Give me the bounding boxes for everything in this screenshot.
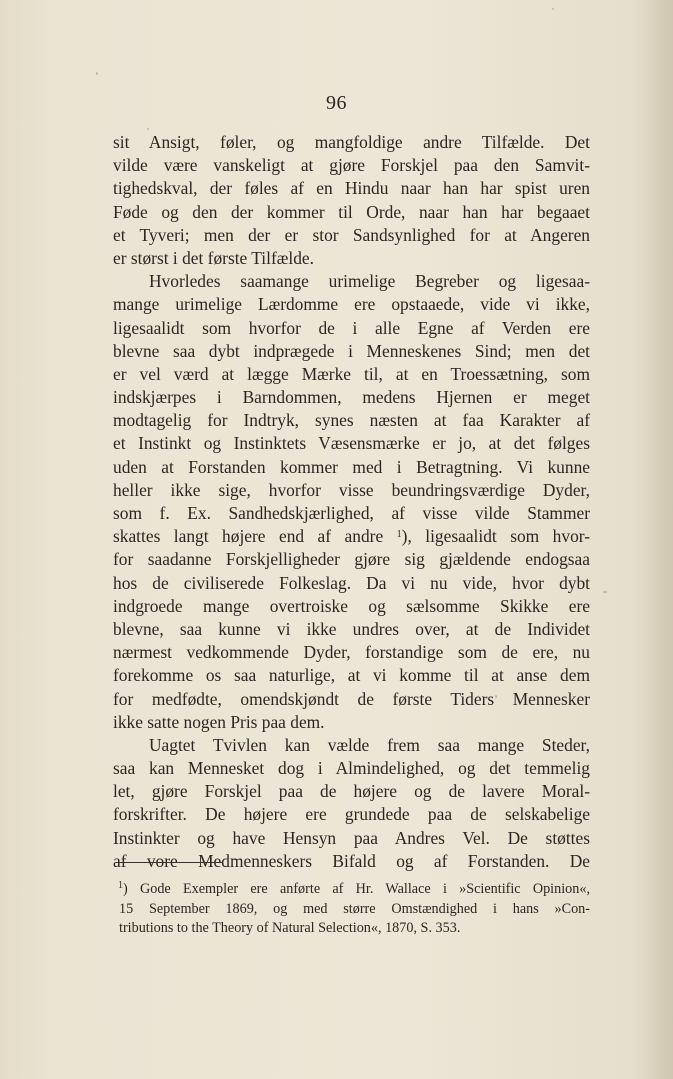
text-line-with-footnote	[113, 525, 590, 548]
paragraph-3	[113, 734, 590, 873]
text-line: let, gjøre Forskjel paa de højere og de lavere Moral-	[113, 781, 590, 802]
text-line: er vel værd at lægge Mærke til, at en Troessætning, som	[113, 363, 590, 384]
footnote-marker: 1	[396, 529, 402, 541]
text-line: forskrifter. De højere ere grundede paa de selskabelige	[113, 804, 590, 825]
footnote-text: Gode Exempler ere anførte af Hr. Wallace i »Scientific Opinion«,	[139, 881, 590, 897]
paragraph-1	[113, 131, 590, 270]
text-line: for medfødte, omendskjøndt de første Tiders Mennesker	[113, 688, 590, 709]
paper-speck	[552, 8, 554, 10]
text-line: Instinkter og have Hensyn paa Andres Vel. De støttes	[113, 827, 590, 848]
text-line: Føde og den der kommer til Orde, naar han har begaaet	[113, 201, 590, 222]
text-line: et Tyveri; men der er stor Sandsynlighed for at Angeren	[113, 224, 590, 245]
text-line: blevne, saa kunne vi ikke undres over, at de Individet	[113, 618, 590, 639]
text-line: indskjærpes i Barndommen, medens Hjernen er meget	[113, 387, 590, 408]
page-number: 96	[326, 92, 347, 114]
text-line: blevne saa dybt indprægede i Menneskenes Sind; men det	[113, 340, 590, 361]
text-segment: ), ligesaalidt som hvor-	[401, 526, 590, 547]
text-line: hos de civiliserede Folkeslag. Da vi nu vide, hvor dybt	[113, 572, 590, 593]
text-line: tighedskval, der føles af en Hindu naar han har spist uren	[113, 178, 590, 199]
footnote-line: $^1$) Gode Exempler ere anførte af Hr. Wallace i »Scientific Opinion«,	[118, 880, 590, 897]
text-line: indgroede mange overtroiske og sælsomme Skikke ere	[113, 595, 590, 616]
paper-speck	[96, 72, 98, 75]
text-line: vilde være vanskeligt at gjøre Forskjel paa den Samvit-	[113, 155, 590, 176]
footnote-line: tributions to the Theory of Natural Selection«, 1870, S. 353.	[119, 920, 461, 937]
text-line: et Instinkt og Instinktets Væsensmærke er jo, at det følges	[113, 433, 590, 454]
text-line: modtagelig for Indtryk, synes næsten at faa Karakter af	[113, 410, 590, 431]
text-line: mange urimelige Lærdomme ere opstaaede, vide vi ikke,	[113, 294, 590, 315]
text-line: Hvorledes saamange urimelige Begreber og ligesaa-	[149, 271, 590, 292]
paper-speck	[603, 591, 607, 593]
footnote-marker: 1	[118, 880, 123, 891]
text-line: ikke satte nogen Pris paa dem.	[113, 711, 325, 732]
text-line: af vore Medmenneskers Bifald og af Forstanden. De	[113, 850, 590, 871]
body-text	[113, 131, 590, 873]
text-line: Uagtet Tvivlen kan vælde frem saa mange Steder,	[149, 734, 590, 755]
footnote-rule	[116, 862, 223, 863]
text-line: sit Ansigt, føler, og mangfoldige andre Tilfælde. Det	[113, 132, 590, 152]
paragraph-2	[113, 270, 590, 734]
footnote-line: 15 September 1869, og med større Omstændighed i hans »Con-	[119, 900, 590, 917]
text-line: nærmest vedkommende Dyder, forstandige som de ere, nu	[113, 642, 590, 663]
text-line: som f. Ex. Sandhedskjærlighed, af visse vilde Stammer	[113, 503, 590, 523]
text-line: heller ikke sige, hvorfor visse beundringsværdige Dyder,	[113, 479, 590, 500]
text-line: saa kan Mennesket dog i Almindelighed, og det temmelig	[113, 758, 590, 779]
text-line: uden at Forstanden kommer med i Betragtning. Vi kunne	[113, 456, 590, 477]
text-line: ligesaalidt som hvorfor de i alle Egne af Verden ere	[113, 317, 590, 338]
paper-speck	[147, 128, 149, 130]
text-line: er størst i det første Tilfælde.	[113, 247, 314, 268]
text-line: forekomme os saa naturlige, at vi komme til at anse dem	[113, 665, 590, 686]
footnote	[118, 880, 590, 939]
text-segment: skattes langt højere end af andre	[113, 526, 384, 547]
text-line: for saadanne Forskjelligheder gjøre sig gjældende endogsaa	[113, 549, 590, 570]
